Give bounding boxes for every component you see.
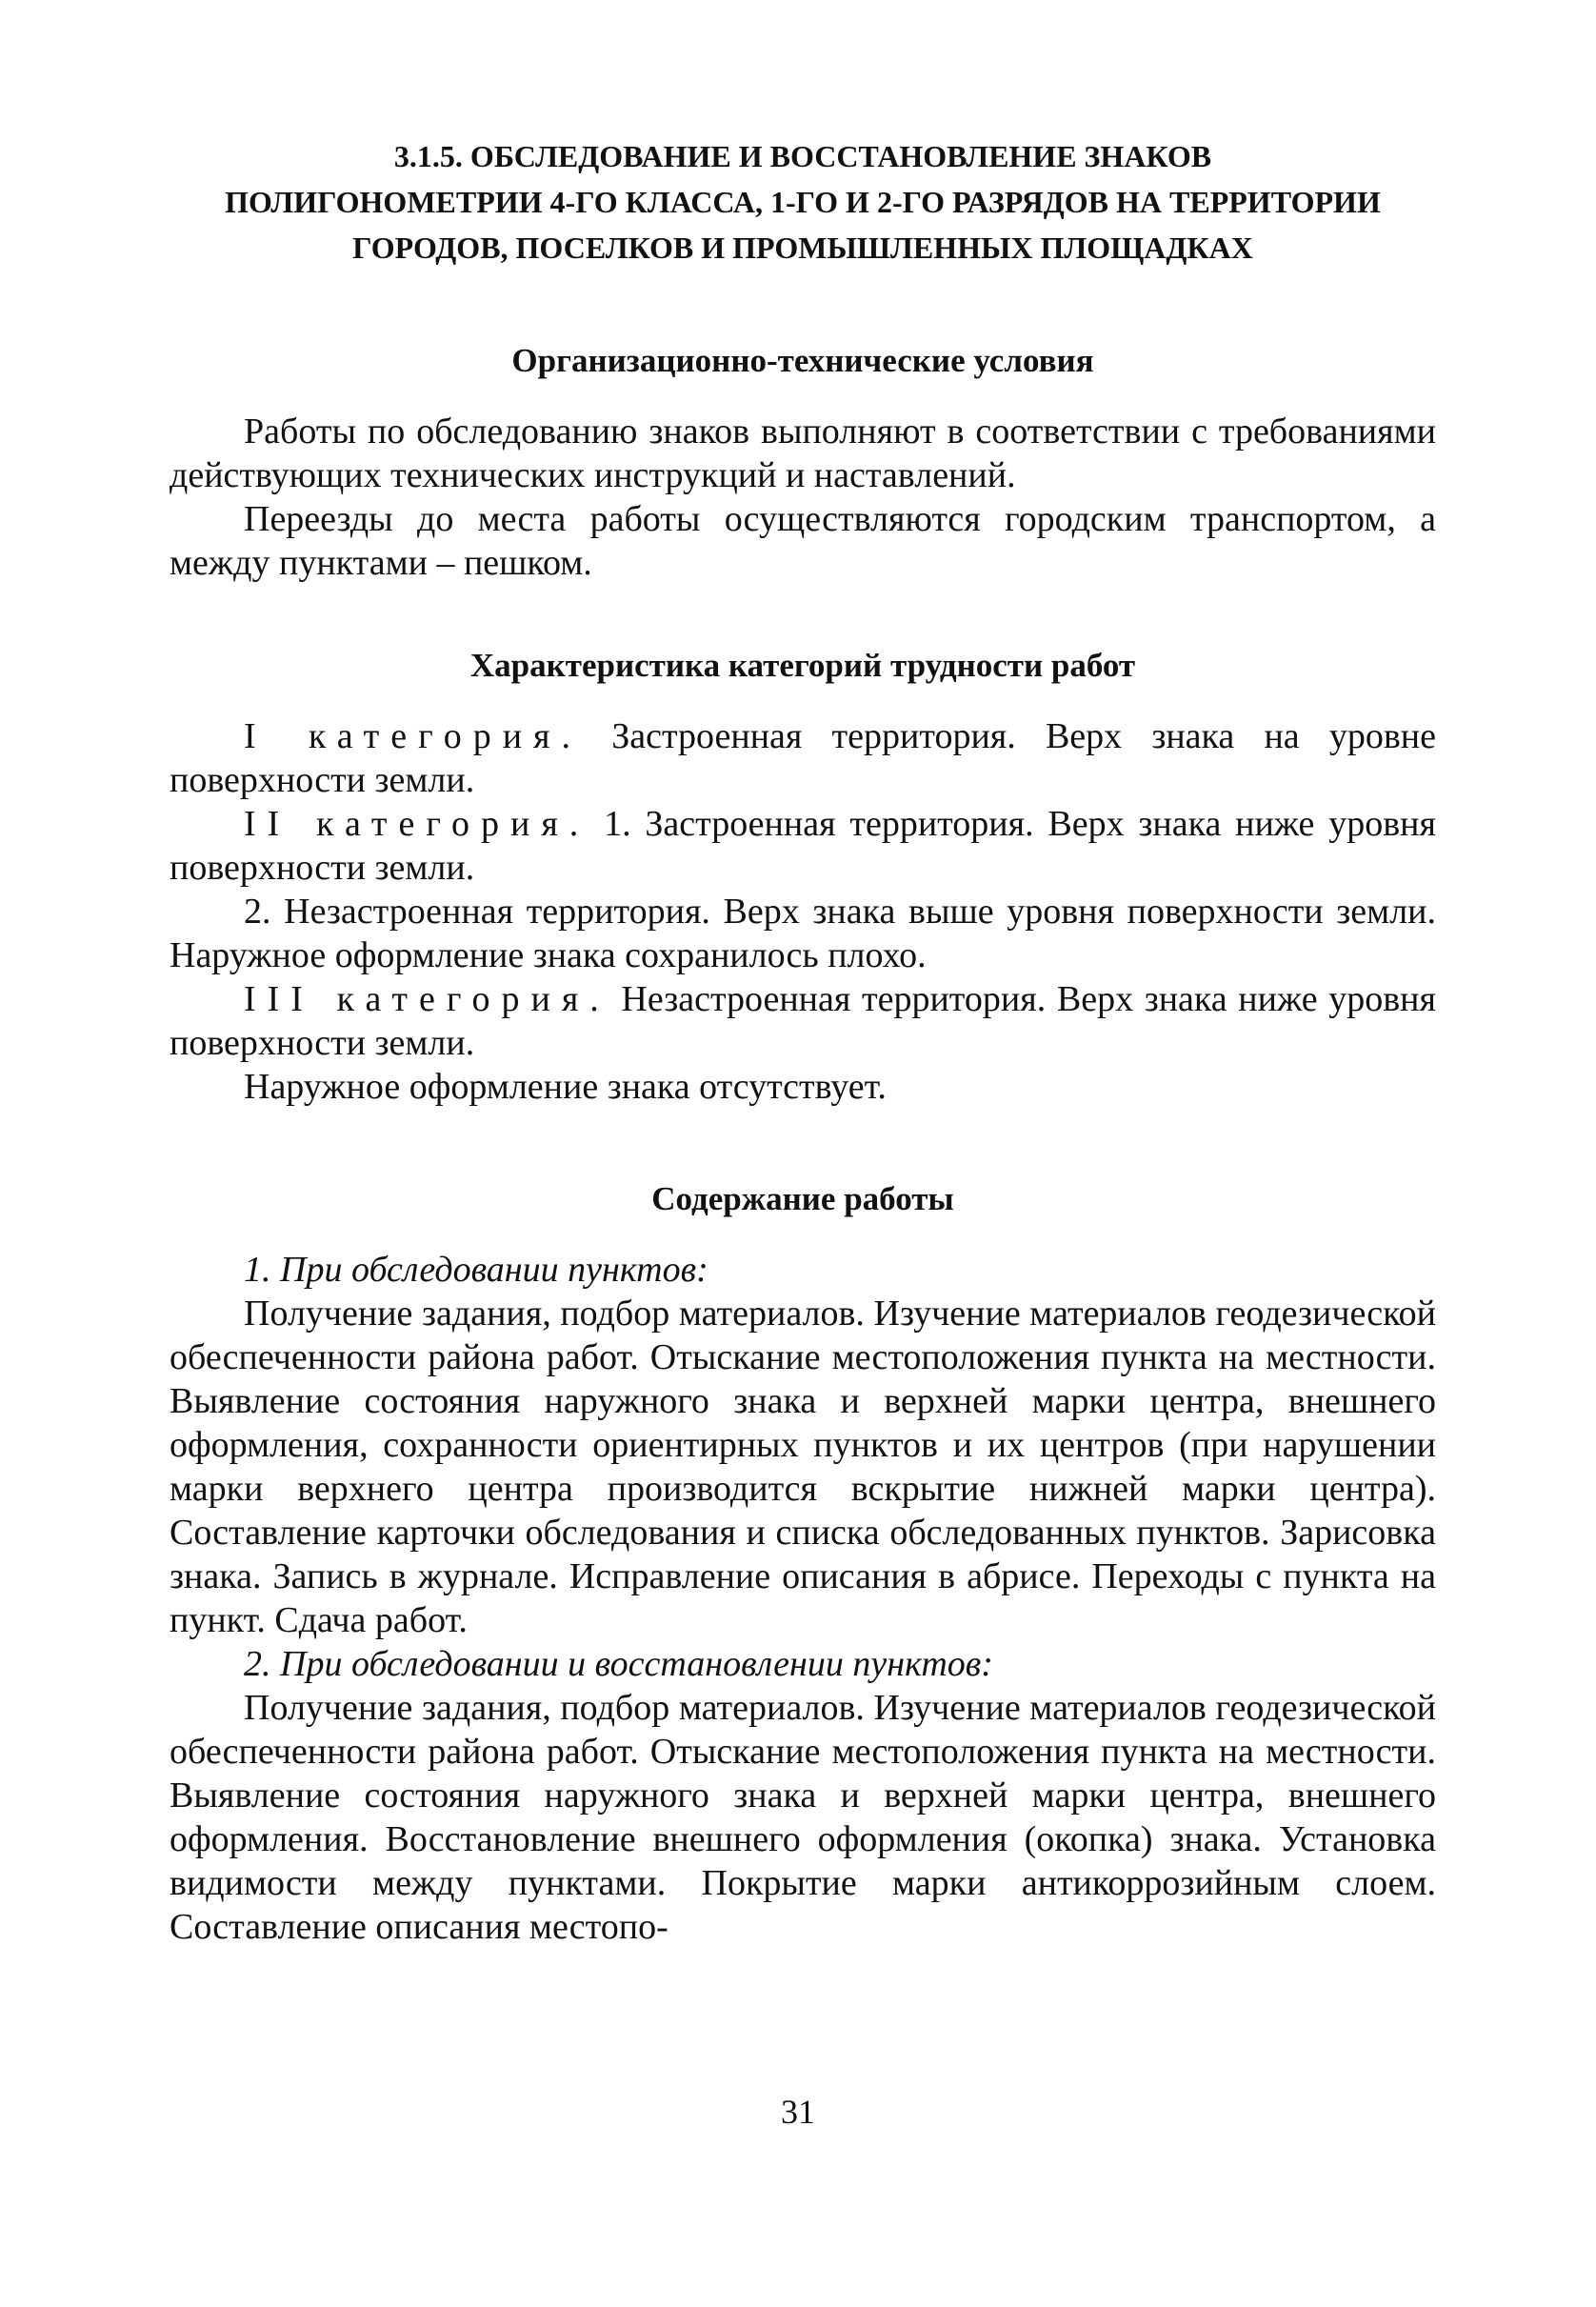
category-1-paragraph xyxy=(170,714,1436,802)
paragraph: Наружное оформление знака отсутствует. xyxy=(244,1067,887,1107)
page-content xyxy=(170,133,1436,1949)
category-2-paragraph xyxy=(170,802,1436,890)
paragraph: Получение задания, подбор материалов. Изучение материалов геодезической обеспеченности района работ. Отыскание местоположения пункта на местности. Выявление состояния наружного знака и верхней марки центра, внешнего оформления, сохранности ориентирных пунктов и их центров (при нарушении марки верхнего центра производится вскрытие нижней марки центра). Составление карточки обследования и списка обследованных пунктов. Зарисовка знака. Запись в журнале. Исправление описания в абрисе. Переходы с пункта на пункт. Сдача работ. xyxy=(170,1294,1436,1640)
paragraph: Получение задания, подбор материалов. Изучение материалов геодезической обеспеченности района работ. Отыскание местоположения пункта на местности. Выявление состояния наружного знака и верхней марки центра, внешнего оформления. Восстановление внешнего оформления (окопка) знака. Установка видимости между пунктами. Покрытие марки антикоррозийным слоем. Составление описания местопо- xyxy=(170,1688,1436,1947)
paragraph: Переезды до места работы осуществляются городским транспортом, а между пунктами – пешком. xyxy=(170,499,1436,583)
section-heading-org: Организационно-технические условия xyxy=(511,342,1094,379)
category-text: 1. Застроенная территория. Верх знака ниже уровня поверхности земли. xyxy=(170,804,1436,888)
subheading-item-1: 1. При обследовании пунктов: xyxy=(244,1250,708,1290)
section-heading-content: Содержание работы xyxy=(651,1180,954,1217)
category-text: Застроенная территория. Верх знака на уровне поверхности земли. xyxy=(170,716,1436,800)
document-title xyxy=(170,133,1436,271)
section-heading-categories: Характеристика категорий трудности работ xyxy=(469,647,1136,684)
title-line: ПОЛИГОНОМЕТРИИ 4-ГО КЛАССА, 1-ГО И 2-ГО РАЗРЯДОВ НА ТЕРРИТОРИИ xyxy=(225,185,1381,219)
subheading-item-2: 2. При обследовании и восстановлении пунктов: xyxy=(244,1644,993,1684)
category-label: II категория. xyxy=(244,804,590,844)
title-line: ГОРОДОВ, ПОСЕЛКОВ И ПРОМЫШЛЕННЫХ ПЛОЩАДКАХ xyxy=(352,231,1253,265)
paragraph: Работы по обследованию знаков выполняют в соответствии с требованиями действующих технических инструкций и наставлений. xyxy=(170,411,1436,495)
paragraph: 2. Незастроенная территория. Верх знака выше уровня поверхности земли. Наружное оформление знака сохранилось плохо. xyxy=(170,892,1436,975)
category-3-paragraph xyxy=(170,977,1436,1065)
page-number: 31 xyxy=(781,2093,815,2131)
category-text: Незастроенная территория. Верх знака ниже уровня поверхности земли. xyxy=(170,979,1436,1063)
title-line: 3.1.5. ОБСЛЕДОВАНИЕ И ВОССТАНОВЛЕНИЕ ЗНАКОВ xyxy=(393,139,1212,173)
category-label: I категория. xyxy=(244,716,583,756)
category-label: III категория. xyxy=(244,979,610,1019)
